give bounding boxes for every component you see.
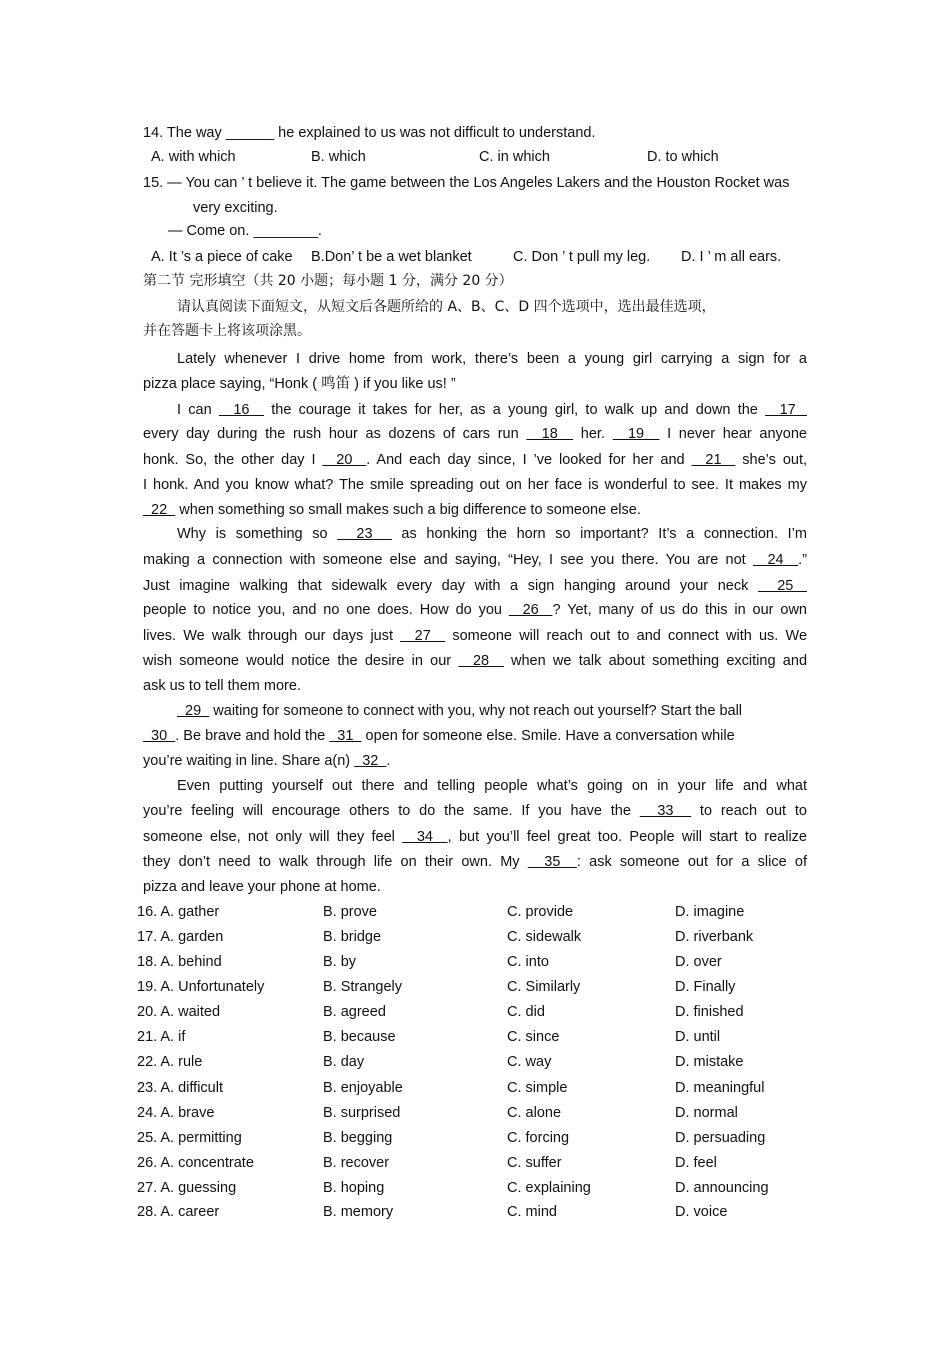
- choice-23-c: C. simple: [507, 1080, 568, 1096]
- section-instruction-line2: 并在答题卡上将该项涂黑。: [143, 323, 311, 339]
- choice-28-d: D. voice: [675, 1204, 728, 1220]
- choice-27-a: 27. A. guessing: [137, 1180, 237, 1196]
- section-heading: 第二节 完形填空（共 20 小题；每小题 1 分，满分 20 分）: [143, 273, 513, 289]
- choice-22-d: D. mistake: [675, 1054, 744, 1070]
- blank-number: 28: [458, 653, 504, 669]
- q14-option-c: C. in which: [479, 149, 550, 165]
- blank-number: 32: [354, 753, 387, 769]
- choice-25-b: B. begging: [323, 1130, 393, 1146]
- choice-23-b: B. enjoyable: [323, 1080, 403, 1096]
- passage-line: Even putting yourself out there and telling people what’s going on in your life and what: [177, 778, 807, 794]
- choice-28-b: B. memory: [323, 1204, 394, 1220]
- blank-number: 29: [177, 703, 210, 719]
- blank-number: 35: [527, 854, 577, 870]
- choice-18-d: D. over: [675, 954, 722, 970]
- blank-number: 19: [612, 426, 660, 442]
- choice-21-d: D. until: [675, 1029, 721, 1045]
- q14-option-a: A. with which: [151, 149, 236, 165]
- choice-27-b: B. hoping: [323, 1180, 385, 1196]
- passage-line: pizza place saying, “Honk ( 鸣笛 ) if you like us! ”: [143, 376, 456, 392]
- choice-26-d: D. feel: [675, 1155, 717, 1171]
- question-14-stem: 14. The way ______ he explained to us was not difficult to understand.: [143, 125, 596, 141]
- blank-number: 17: [765, 402, 807, 418]
- q15-option-c: C. Don ’ t pull my leg.: [513, 249, 651, 265]
- passage-line: you’re feeling will encourage others to do the same. If you have the 33 to reach out to: [143, 803, 807, 819]
- blank-number: 16: [218, 402, 264, 418]
- choice-22-b: B. day: [323, 1054, 365, 1070]
- blank-number: 21: [691, 452, 736, 468]
- choice-28-a: 28. A. career: [137, 1204, 220, 1220]
- choice-21-c: C. since: [507, 1029, 560, 1045]
- blank-number: 34: [402, 829, 448, 845]
- blank-number: 23: [337, 526, 392, 542]
- choice-17-a: 17. A. garden: [137, 929, 224, 945]
- choice-20-a: 20. A. waited: [137, 1004, 221, 1020]
- choice-17-c: C. sidewalk: [507, 929, 582, 945]
- passage-line: 22 when something so small makes such a big difference to someone else.: [143, 502, 641, 518]
- choice-19-c: C. Similarly: [507, 979, 581, 995]
- choice-24-a: 24. A. brave: [137, 1105, 215, 1121]
- choice-26-c: C. suffer: [507, 1155, 562, 1171]
- passage-line: people to notice you, and no one does. How do you 26 ? Yet, many of us do this in our own: [143, 602, 807, 618]
- question-15-reply: — Come on. ________.: [168, 223, 322, 239]
- passage-line: Just imagine walking that sidewalk every day with a sign hanging around your neck 25: [143, 578, 807, 594]
- passage-line: pizza and leave your phone at home.: [143, 879, 381, 895]
- choice-24-b: B. surprised: [323, 1105, 401, 1121]
- passage-line: Why is something so 23 as honking the horn so important? It’s a connection. I’m: [177, 526, 807, 542]
- q14-option-d: D. to which: [647, 149, 719, 165]
- choice-24-c: C. alone: [507, 1105, 562, 1121]
- passage-line: lives. We walk through our days just 27 someone will reach out to and connect with us. We: [143, 628, 808, 644]
- choice-19-b: B. Strangely: [323, 979, 402, 995]
- passage-line: 30 . Be brave and hold the 31 open for someone else. Smile. Have a conversation while: [143, 728, 735, 744]
- choice-25-a: 25. A. permitting: [137, 1130, 242, 1146]
- passage-line: ask us to tell them more.: [143, 678, 301, 694]
- choice-16-b: B. prove: [323, 904, 377, 920]
- choice-26-a: 26. A. concentrate: [137, 1155, 254, 1171]
- passage-line: I honk. And you know what? The smile spreading out on her face is wonderful to see. It makes my: [143, 477, 807, 493]
- choice-20-d: D. finished: [675, 1004, 744, 1020]
- blank-number: 27: [400, 628, 446, 644]
- blank-number: 22: [143, 502, 176, 518]
- choice-23-a: 23. A. difficult: [137, 1080, 223, 1096]
- choice-18-b: B. by: [323, 954, 357, 970]
- choice-25-c: C. forcing: [507, 1130, 570, 1146]
- choice-25-d: D. persuading: [675, 1130, 766, 1146]
- choice-27-c: C. explaining: [507, 1180, 591, 1196]
- choice-20-c: C. did: [507, 1004, 545, 1020]
- passage-line: 29 waiting for someone to connect with you, why not reach out yourself? Start the ball: [177, 703, 743, 719]
- passage-line: you’re waiting in line. Share a(n) 32 .: [143, 753, 391, 769]
- choice-21-a: 21. A. if: [137, 1029, 186, 1045]
- question-15-stem-cont: very exciting.: [193, 200, 278, 216]
- choice-17-b: B. bridge: [323, 929, 382, 945]
- choice-17-d: D. riverbank: [675, 929, 754, 945]
- choice-27-d: D. announcing: [675, 1180, 769, 1196]
- q15-option-b: B.Don’ t be a wet blanket: [311, 249, 472, 265]
- section-instruction-line1: 请认真阅读下面短文，从短文后各题所给的 A、B、C、D 四个选项中，选出最佳选项，: [177, 299, 716, 315]
- choice-24-d: D. normal: [675, 1105, 738, 1121]
- choice-18-c: C. into: [507, 954, 549, 970]
- passage-line: every day during the rush hour as dozens of cars run 18 her. 19 I never hear anyone: [143, 426, 807, 442]
- choice-28-c: C. mind: [507, 1204, 557, 1220]
- passage-line: making a connection with someone else and saying, “Hey, I see you there. You are not 24 .”: [143, 552, 807, 568]
- q15-option-d: D. I ’ m all ears.: [681, 249, 782, 265]
- blank-number: 24: [752, 552, 799, 568]
- passage-line: honk. So, the other day I 20 . And each day since, I ’ve looked for her and 21 she’s out,: [143, 452, 807, 468]
- question-15-stem: 15. — You can ’ t believe it. The game between the Los Angeles Lakers and the Houston Rocket was: [143, 175, 790, 191]
- blank-number: 18: [526, 426, 574, 442]
- choice-19-d: D. Finally: [675, 979, 736, 995]
- choice-16-c: C. provide: [507, 904, 574, 920]
- choice-16-a: 16. A. gather: [137, 904, 220, 920]
- choice-26-b: B. recover: [323, 1155, 390, 1171]
- passage-line: wish someone would notice the desire in our 28 when we talk about something exciting and: [143, 653, 808, 669]
- choice-19-a: 19. A. Unfortunately: [137, 979, 265, 995]
- choice-20-b: B. agreed: [323, 1004, 386, 1020]
- passage-line: I can 16 the courage it takes for her, as a young girl, to walk up and down the 17: [177, 402, 807, 418]
- blank-number: 31: [329, 728, 362, 744]
- choice-23-d: D. meaningful: [675, 1080, 765, 1096]
- blank-number: 20: [322, 452, 367, 468]
- blank-number: 30: [143, 728, 176, 744]
- choice-18-a: 18. A. behind: [137, 954, 222, 970]
- choice-22-a: 22. A. rule: [137, 1054, 203, 1070]
- blank-number: 26: [508, 602, 553, 618]
- blank-number: 33: [639, 803, 692, 819]
- passage-line: someone else, not only will they feel 34 , but you’ll feel great too. People will start to realize: [143, 829, 807, 845]
- passage-line: Lately whenever I drive home from work, there’s been a young girl carrying a sign for a: [177, 351, 807, 367]
- choice-16-d: D. imagine: [675, 904, 745, 920]
- q14-option-b: B. which: [311, 149, 366, 165]
- passage-line: they don’t need to walk through life on their own. My 35 : ask someone out for a slice of: [143, 854, 808, 870]
- choice-22-c: C. way: [507, 1054, 552, 1070]
- choice-21-b: B. because: [323, 1029, 396, 1045]
- q15-option-a: A. It ’s a piece of cake: [151, 249, 293, 265]
- blank-number: 25: [757, 578, 807, 594]
